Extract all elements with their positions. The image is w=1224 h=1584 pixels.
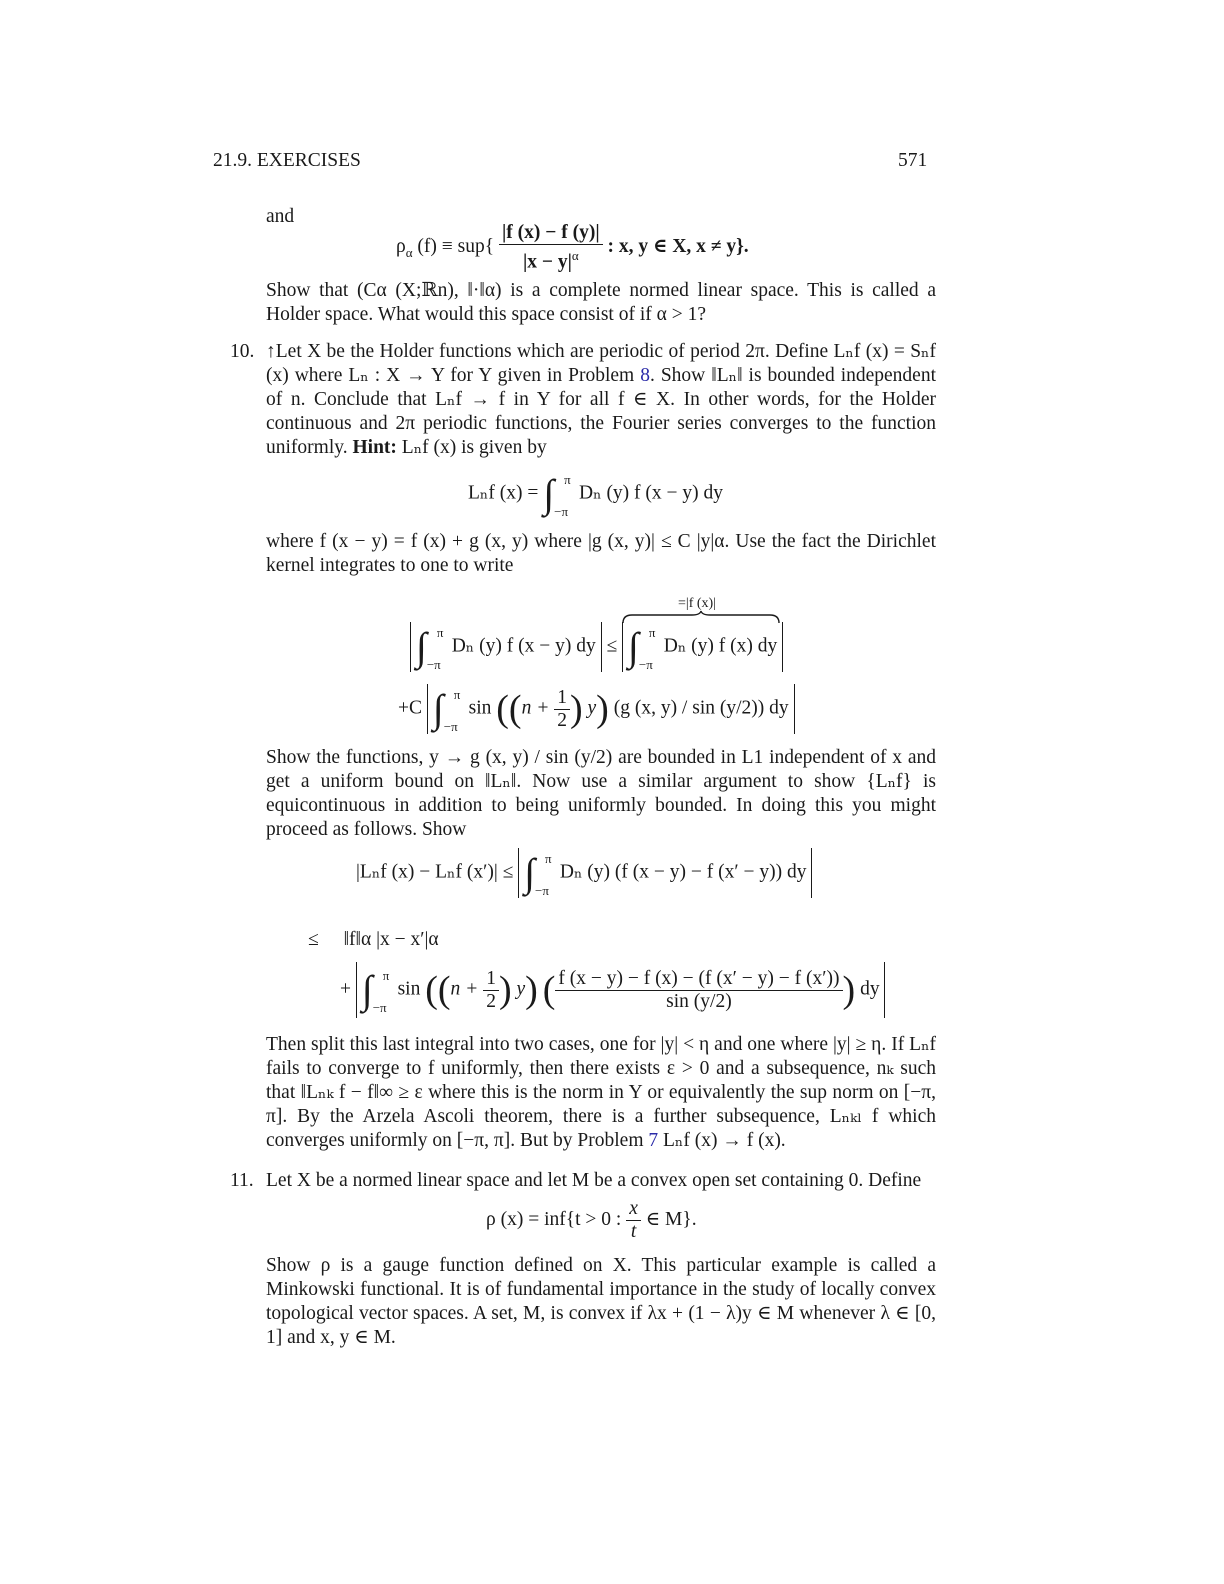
paren-close-icon: ) xyxy=(498,969,512,1011)
and-word: and xyxy=(266,206,295,227)
rho-numerator: |f (x) − f (y)| xyxy=(499,222,603,245)
half-num-2: 1 xyxy=(483,968,499,991)
eq6-dy: dy xyxy=(860,978,880,1000)
integral-sign-icon: ∫ xyxy=(432,686,444,731)
eq3-prefix: +C xyxy=(398,697,423,719)
equation-sin-term xyxy=(398,684,795,734)
eq2b-lower-limit: −π xyxy=(638,657,653,672)
integral-sign-icon: ∫ xyxy=(543,471,555,516)
equation-minkowski xyxy=(486,1198,697,1243)
hint-rest: Lₙf (x) is given by xyxy=(396,437,547,458)
rho-alpha-formula xyxy=(396,222,749,274)
integral-sign-icon: ∫ xyxy=(524,850,536,895)
minkowski-rhs: ∈ M}. xyxy=(645,1208,697,1230)
abs-bar-right xyxy=(601,622,602,672)
eq2-left: Dₙ (y) f (x − y) dy xyxy=(451,635,596,657)
exercise-10-number: 10. xyxy=(230,341,255,362)
eq4-lhs: |Lₙf (x) − Lₙf (x′)| ≤ xyxy=(356,861,514,883)
half-fraction xyxy=(554,687,570,732)
abs-bar-left xyxy=(410,622,411,672)
eq6-n: n + xyxy=(450,978,479,1000)
exercise-10-paragraph-1 xyxy=(266,340,936,460)
rho-denominator-exp: α xyxy=(571,248,579,263)
equation-ln-integral xyxy=(468,470,723,518)
eq6-lower-limit: −π xyxy=(372,1000,387,1015)
rho-denominator: |x − y| xyxy=(522,251,572,273)
abs-bar-right-6 xyxy=(884,962,885,1018)
section-header: 21.9. EXERCISES xyxy=(213,150,361,171)
equation-abs-inequality xyxy=(410,622,783,672)
eq3-rest: (g (x, y) / sin (y/2)) dy xyxy=(613,697,789,719)
ex10-text-a: ↑Let X be the Holder functions which are periodic of period 2π. Define Lₙf (x) = Sₙf (x) where Lₙ : X → Y for Y given in Problem xyxy=(266,341,936,386)
abs-bar-left-6 xyxy=(356,962,357,1018)
paren-open-icon: (( xyxy=(425,969,451,1011)
problem-7-link[interactable]: 7 xyxy=(648,1130,659,1151)
eq1-lower-limit: −π xyxy=(554,504,569,519)
rho-fraction xyxy=(499,222,603,274)
paren-close-icon: ) xyxy=(842,969,856,1011)
ex10-para4-a: Then split this last integral into two cases, one for |y| < η and one where |y| ≥ η. If Lₙf fails to converge to f uniformly, then there exists ε > 0 and a subsequence, nₖ such that ‖Lₙₖ f − f‖∞ ≥ ε where this is the norm in Y or equivalently the sup norm on [−π, π]. By the Arzela Ascoli theorem, there is a further subsequence, Lₙₖₗ f which converges uniformly on [−π, π]. But by Problem xyxy=(266,1034,936,1151)
half-den: 2 xyxy=(557,709,567,731)
abs-bar-left-3 xyxy=(427,684,428,734)
minkowski-frac-num: x xyxy=(626,1198,641,1221)
rho-lhs-rest: (f) ≡ sup{ xyxy=(417,236,495,258)
eq4-lower-limit: −π xyxy=(535,883,549,898)
eq1-lhs: Lₙf (x) = xyxy=(468,482,539,504)
eq2b-upper-limit: π xyxy=(648,625,656,640)
eq6-frac-den: sin (y/2) xyxy=(666,990,732,1012)
exercise-10-paragraph-2: where f (x − y) = f (x) + g (x, y) where |g (x, y)| ≤ C |y|α. Use the fact the Dirichlet kernel integrates to one to write xyxy=(266,531,936,576)
abs-bar-right-3 xyxy=(794,684,795,734)
eq6-y: y xyxy=(516,978,526,1000)
exercise-11-number: 11. xyxy=(230,1170,254,1191)
abs-bar-left-2 xyxy=(622,622,623,672)
eq3-sin: sin xyxy=(468,697,492,719)
rho-rhs: : x, y ∈ X, x ≠ y}. xyxy=(607,236,749,258)
exercise-10-paragraph-3: Show the functions, y → g (x, y) / sin (y/2) are bounded in L1 independent of x and get a uniform bound on ‖Lₙ‖. Now use a similar argument to show {Lₙf} is equicontinuous in addition to being uniformly bounded. In doing this you might proceed as follows. Show xyxy=(266,747,936,840)
eq2-lower-limit: −π xyxy=(426,657,441,672)
eq3-lower-limit: −π xyxy=(443,719,458,734)
half-num: 1 xyxy=(554,687,570,710)
equation-split-integral xyxy=(340,962,885,1018)
half-fraction-2 xyxy=(483,968,499,1013)
eq2-le: ≤ xyxy=(606,635,618,657)
minkowski-lhs: ρ (x) = inf{t > 0 : xyxy=(486,1208,622,1230)
eq6-upper-limit: π xyxy=(382,968,390,983)
exercise-10-paragraph-4 xyxy=(266,1033,936,1153)
holder-space-paragraph: Show that (Cα (X;ℝn), ‖·‖α) is a complete normed linear space. This is called a Holder space. What would this space consist of if α > 1? xyxy=(266,280,936,325)
exercise-11-paragraph: Show ρ is a gauge function defined on X. This particular example is called a Minkowski functional. It is of fundamental importance in the study of locally convex topological vector spaces. A set, M, is convex if λx + (1 − λ)y ∈ M whenever λ ∈ [0, 1] and x, y ∈ M. xyxy=(266,1255,936,1348)
paren-open-icon: (( xyxy=(496,688,522,730)
eq5-rhs: ‖f‖α |x − x′|α xyxy=(343,929,439,950)
eq2-upper-limit: π xyxy=(436,625,444,640)
ex10-text-b: . Show ‖Lₙ‖ is bounded independent of n. Conclude that Lₙf → f in Y for all f ∈ X. In other words, for the Holder continuous and 2π periodic functions, the Fourier series converges to the function uniformly. xyxy=(266,365,936,458)
eq4-upper-limit: π xyxy=(545,851,552,866)
eq5-le: ≤ xyxy=(308,929,319,950)
paren-close-icon: ) xyxy=(569,688,583,730)
integral-sign-icon: ∫ xyxy=(627,624,639,669)
minkowski-frac-den: t xyxy=(630,1221,637,1242)
abs-bar-left-4 xyxy=(518,848,519,898)
rho-symbol: ρ xyxy=(396,236,406,258)
rho-subscript: α xyxy=(405,245,413,261)
paren-close-icon: ) xyxy=(596,688,609,730)
eq1-rhs: Dₙ (y) f (x − y) dy xyxy=(579,482,724,504)
problem-8-link[interactable]: 8 xyxy=(640,365,650,386)
integral-sign-icon: ∫ xyxy=(361,967,373,1012)
x-over-t-fraction xyxy=(626,1198,641,1243)
exercise-11-line-1: Let X be a normed linear space and let M be a convex open set containing 0. Define xyxy=(266,1170,922,1191)
hint-label: Hint: xyxy=(352,437,397,458)
eq3-n: n + xyxy=(521,697,550,719)
eq3-y: y xyxy=(587,697,597,719)
page-number: 571 xyxy=(898,150,928,171)
paren-close-icon: ) xyxy=(525,969,538,1011)
half-den-2: 2 xyxy=(486,990,496,1012)
difference-fraction xyxy=(555,968,842,1013)
eq1-upper-limit: π xyxy=(564,472,571,487)
eq3-upper-limit: π xyxy=(453,687,461,702)
integral-sign-icon: ∫ xyxy=(415,624,427,669)
equation-equicontinuity xyxy=(356,848,812,898)
eq2-right: Dₙ (y) f (x) dy xyxy=(663,635,778,657)
ex10-para4-b: Lₙf (x) → f (x). xyxy=(658,1130,786,1151)
eq6-plus: + xyxy=(340,978,351,1000)
abs-bar-right-4 xyxy=(811,848,812,898)
eq6-sin: sin xyxy=(397,978,421,1000)
brace-label: =|f (x)| xyxy=(678,596,716,611)
eq4-rhs: Dₙ (y) (f (x − y) − f (x′ − y)) dy xyxy=(559,861,807,883)
equation-holder-bound xyxy=(308,928,439,952)
abs-bar-right-2 xyxy=(782,622,783,672)
paren-open-icon: ( xyxy=(542,969,556,1011)
eq6-frac-num: f (x − y) − f (x) − (f (x′ − y) − f (x′)) xyxy=(555,968,842,991)
